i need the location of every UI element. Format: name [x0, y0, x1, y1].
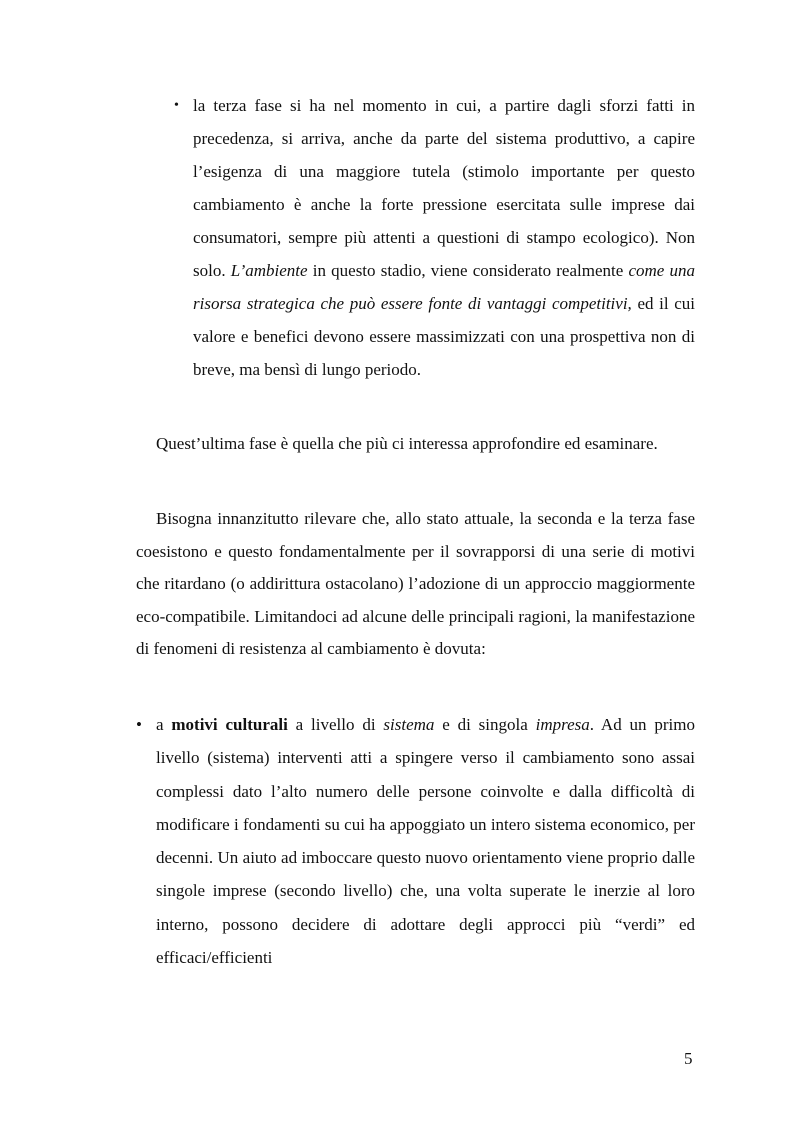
bullet-list-phases	[174, 89, 696, 386]
paragraph-resistance-causes: Bisogna innanzitutto rilevare che, allo stato attuale, la seconda e la terza fase coesistono e questo fondamentalmente per il sovrapporsi di una serie di motivi che ritardano (o addirittura ostacolano) l’adozione di un approccio maggiormente eco-compatibile. Limitandoci ad alcune delle principali ragioni, la manifestazione di fenomeni di resistenza al cambiamento è dovuta:	[136, 509, 695, 659]
text-run: la terza fase si ha nel momento in cui, a partire dagli sforzi fatti in precedenza, si arriva, anche da parte del sistema produttivo, a capire l’esigenza di una maggiore tutela (stimolo importante per questo cambiamento è anche la forte pressione esercitata sulle imprese dai consumatori, sempre più attenti a questioni di stampo ecologico). Non solo.	[193, 96, 695, 280]
text-run: a	[156, 715, 172, 734]
italic-term-sistema: sistema	[383, 715, 435, 734]
page-number: 5	[684, 1049, 693, 1068]
bold-term-motivi-culturali: motivi culturali	[171, 715, 288, 734]
text-run: in questo stadio, viene considerato realmente	[307, 261, 629, 280]
bullet-icon: •	[136, 715, 142, 734]
bullet-icon: •	[174, 98, 179, 113]
italic-term-ambiente: L’ambiente	[230, 261, 308, 280]
bullet-list-reasons	[136, 708, 695, 974]
paragraph-last-phase: Quest’ultima fase è quella che più ci interessa approfondire ed esaminare.	[156, 434, 658, 453]
italic-phrase-strategic-resource: come una risorsa strategica che può essere fonte di vantaggi competitivi,	[193, 261, 695, 313]
text-run: ed il cui valore e benefici devono essere massimizzati con una prospettiva non di breve, ma bensì di lungo periodo.	[193, 294, 696, 379]
text-run: . Ad un primo livello (sistema) interventi atti a spingere verso il cambiamento sono assai complessi dato l’alto numero delle persone coinvolte e dalla difficoltà di modificare i fondamenti su cui ha appoggiato un intero sistema economico, per decenni. Un aiuto ad imboccare questo nuovo orientamento viene proprio dalle singole imprese (secondo livello) che, una volta superate le inerzie al loro interno, possono decidere di adottare degli approcci più “verdi” ed efficaci/efficienti	[156, 715, 695, 968]
list-item-third-phase	[174, 89, 696, 386]
text-run: a livello di	[287, 715, 384, 734]
italic-term-impresa: impresa	[535, 715, 590, 734]
list-item-cultural-reasons	[136, 708, 695, 974]
text-run: e di singola	[434, 715, 536, 734]
